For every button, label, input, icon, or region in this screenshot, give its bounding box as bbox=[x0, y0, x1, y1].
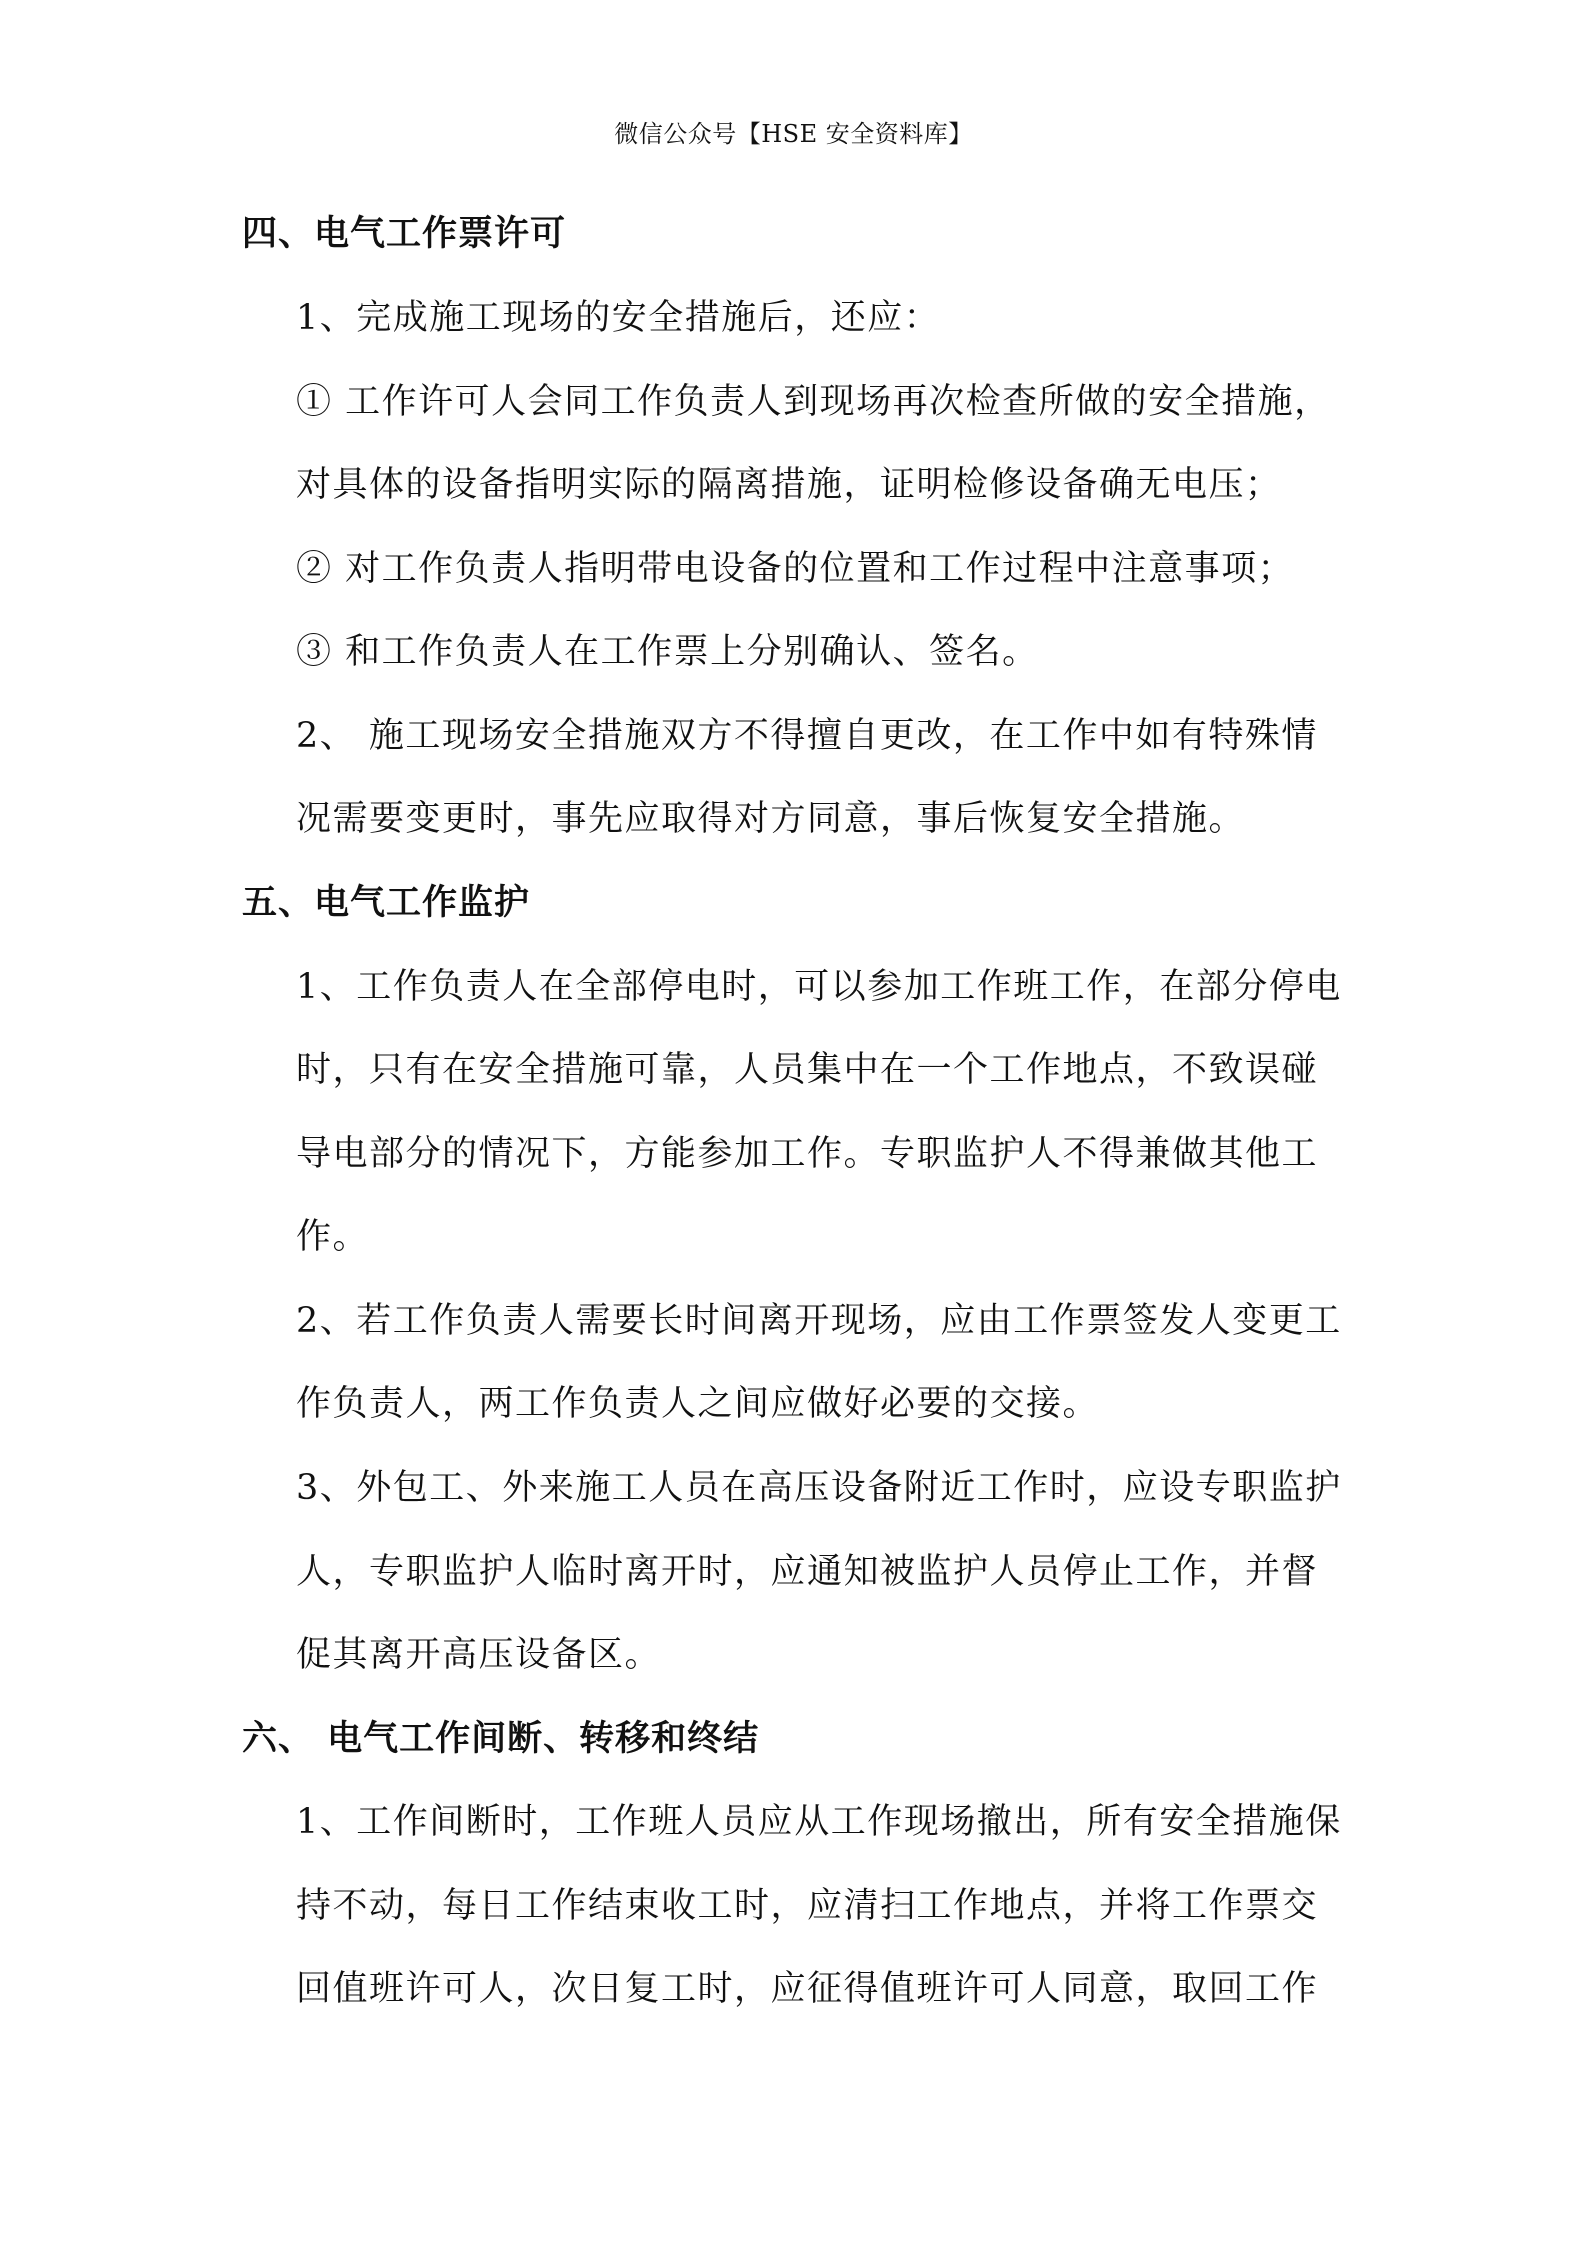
paragraph-line: ① 工作许可人会同工作负责人到现场再次检查所做的安全措施， bbox=[296, 382, 1331, 422]
paragraph-line: 况需要变更时，事先应取得对方同意，事后恢复安全措施。 bbox=[296, 799, 1246, 839]
paragraph-line: 人，专职监护人临时离开时，应通知被监护人员停止工作，并督 bbox=[296, 1552, 1319, 1592]
page-header: 微信公众号【HSE 安全资料库】 bbox=[614, 120, 973, 148]
section-heading-5: 五、电气工作监护 bbox=[242, 882, 531, 923]
paragraph-line: 2、 施工现场安全措施双方不得擅自更改，在工作中如有特殊情 bbox=[296, 716, 1318, 756]
section-heading-4: 四、电气工作票许可 bbox=[242, 213, 567, 254]
paragraph-line: 2、若工作负责人需要长时间离开现场，应由工作票签发人变更工 bbox=[296, 1301, 1342, 1341]
paragraph-line: 1、工作间断时，工作班人员应从工作现场撤出，所有安全措施保 bbox=[296, 1802, 1342, 1842]
section-heading-6: 六、 电气工作间断、转移和终结 bbox=[242, 1718, 760, 1759]
paragraph-line: 促其离开高压设备区。 bbox=[296, 1635, 662, 1675]
paragraph-line: 对具体的设备指明实际的隔离措施，证明检修设备确无电压； bbox=[296, 465, 1282, 505]
paragraph-line: 3、外包工、外来施工人员在高压设备附近工作时，应设专职监护 bbox=[296, 1468, 1342, 1508]
paragraph-line: 1、完成施工现场的安全措施后，还应： bbox=[296, 298, 941, 338]
paragraph-line: 导电部分的情况下，方能参加工作。专职监护人不得兼做其他工 bbox=[296, 1134, 1319, 1174]
paragraph-line: ③ 和工作负责人在工作票上分别确认、签名。 bbox=[296, 632, 1039, 672]
paragraph-line: 时，只有在安全措施可靠，人员集中在一个工作地点，不致误碰 bbox=[296, 1050, 1319, 1090]
paragraph-line: 作。 bbox=[296, 1217, 370, 1257]
paragraph-line: 回值班许可人，次日复工时，应征得值班许可人同意，取回工作 bbox=[296, 1969, 1319, 2009]
paragraph-line: 1、工作负责人在全部停电时，可以参加工作班工作，在部分停电 bbox=[296, 967, 1342, 1007]
paragraph-line: ② 对工作负责人指明带电设备的位置和工作过程中注意事项； bbox=[296, 549, 1295, 589]
paragraph-line: 作负责人，两工作负责人之间应做好必要的交接。 bbox=[296, 1384, 1100, 1424]
paragraph-line: 持不动，每日工作结束收工时，应清扫工作地点，并将工作票交 bbox=[296, 1886, 1319, 1926]
